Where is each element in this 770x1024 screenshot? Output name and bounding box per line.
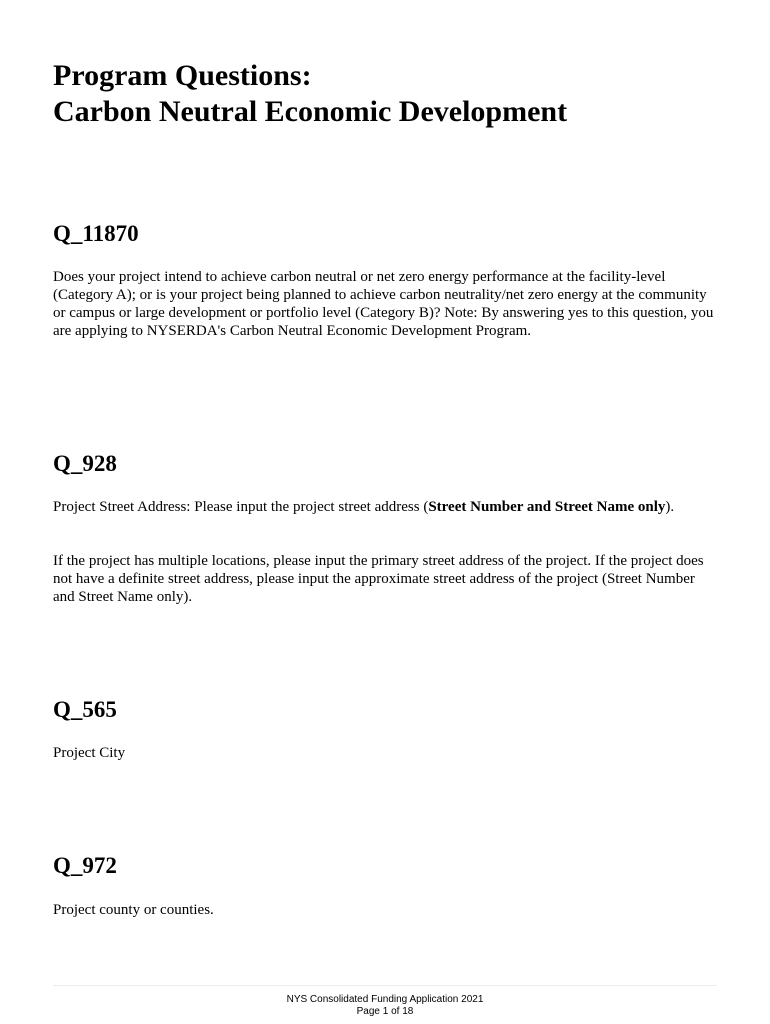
document-page [53,0,717,1024]
question-text-q-928 [53,498,717,516]
question-text-q-972: Project county or counties. [53,902,214,918]
question-text-suffix: ). [665,499,675,515]
footer-page-number: Page 1 of 18 [356,1006,414,1017]
footer-application-name: NYS Consolidated Funding Application 2021 [286,994,484,1005]
question-id-q-972: Q_972 [53,853,117,878]
question-id-q-565: Q_565 [53,697,117,722]
question-text-prefix: Project Street Address: Please input the project street address ( [53,499,429,515]
question-id-q-928: Q_928 [53,451,117,476]
page-title [53,58,567,130]
page-title-line-2: Carbon Neutral Economic Development [53,95,568,128]
question-text-q-565: Project City [53,745,126,761]
question-note-q-928: If the project has multiple locations, please input the primary street address of the project. If the project does not have a definite street address, please input the approximate street address of the project (Street Number and Street Name only). [53,553,704,605]
page-title-line-1: Program Questions: [53,59,312,92]
footer-divider [53,985,717,986]
question-id-q-11870: Q_11870 [53,221,139,246]
page-footer [53,994,717,1018]
question-text-bold: Street Number and Street Name only [428,499,666,515]
question-text-q-11870: Does your project intend to achieve carbon neutral or net zero energy performance at the facility-level (Category A); or is your project being planned to achieve carbon neutrality/net zero energy at the community or campus or large development or portfolio level (Category B)? Note: By answering yes to this question, you are applying to NYSERDA's Carbon Neutral Economic Development Program. [53,269,714,339]
